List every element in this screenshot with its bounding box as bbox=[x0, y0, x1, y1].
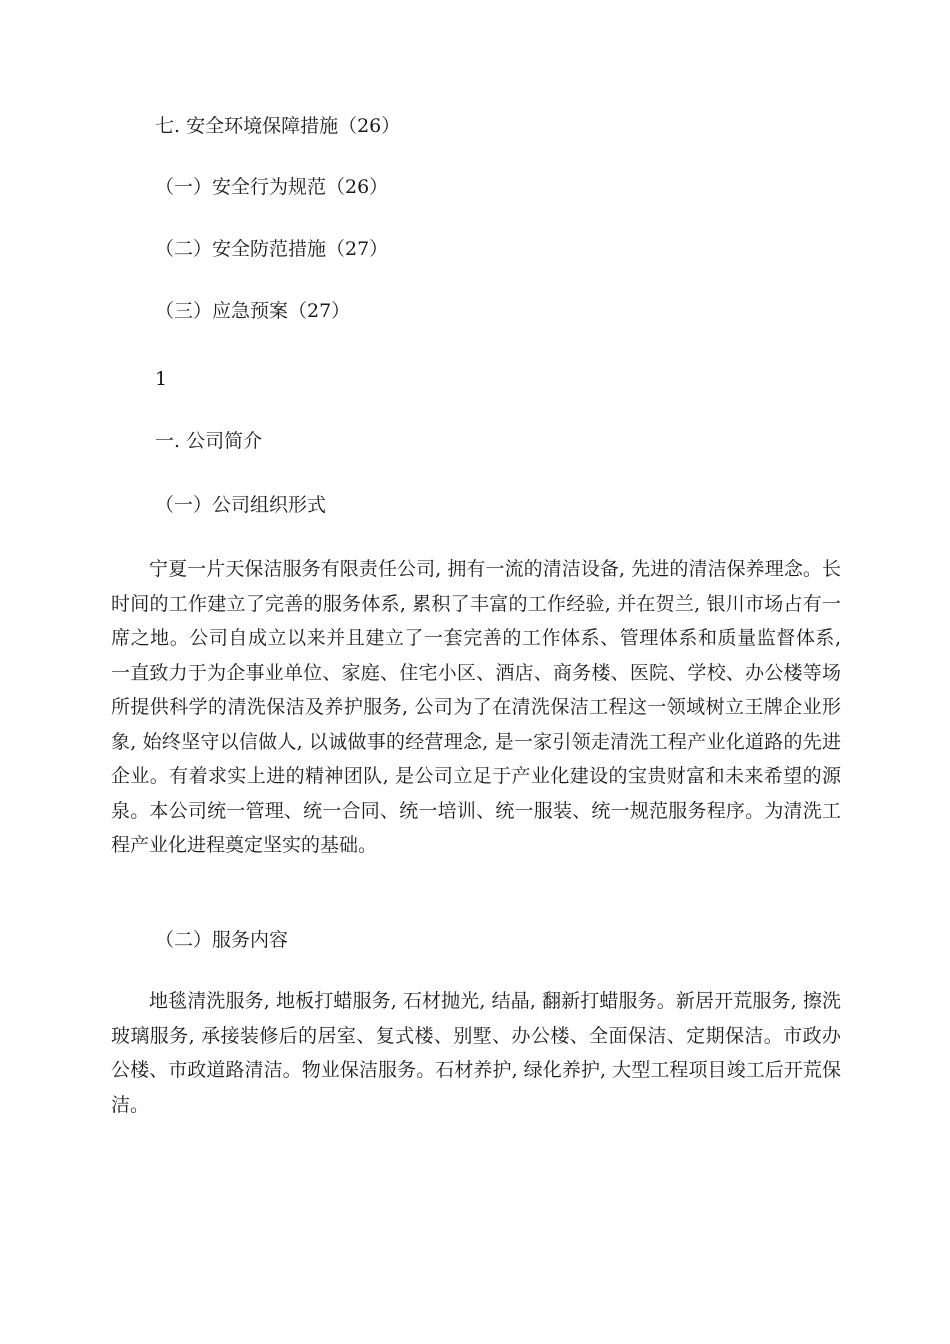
paragraph-organization: 宁夏一片天保洁服务有限责任公司, 拥有一流的清洁设备, 先进的清洁保养理念。长时间的工作建立了完善的服务体系, 累积了丰富的工作经验, 并在贺兰, 银川市场占有一席之地。公司自成立以来并且建立了一套完善的工作体系、管理体系和质量监督体系, 一直致力于为企事业单位、家庭、住宅小区、酒店、商务楼、医院、学校、办公楼等场所提供科学的清洗保洁及养护服务, 公司为了在清洗保洁工程这一领域树立王牌企业形象, 始终坚守以信做人, 以诚做事的经营理念, 是一家引领走清洗工程产业化道路的先进企业。有着求实上进的精神团队, 是公司立足于产业化建设的宝贵财富和未来希望的源泉。本公司统一管理、统一合同、统一培训、统一服装、统一规范服务程序。为清洗工程产业化进程奠定坚实的基础。 bbox=[111, 558, 841, 856]
toc-item-safety-conduct: （一）安全行为规范（26） bbox=[155, 176, 389, 198]
subsection-heading-organization: （一）公司组织形式 bbox=[155, 494, 327, 516]
section-heading-company-intro: 一. 公司简介 bbox=[155, 430, 263, 452]
subsection-heading-services: （二）服务内容 bbox=[155, 929, 289, 951]
paragraph-services: 地毯清洗服务, 地板打蜡服务, 石材抛光, 结晶, 翻新打蜡服务。新居开荒服务, 擦洗玻璃服务, 承接装修后的居室、复式楼、别墅、办公楼、全面保洁、定期保洁。市政办公楼、市政道路清洁。物业保洁服务。石材养护, 绿化养护, 大型工程项目竣工后开荒保洁。 bbox=[111, 990, 841, 1116]
toc-item-safety-prevention: （二）安全防范措施（27） bbox=[155, 238, 389, 260]
toc-item-emergency-plan: （三）应急预案（27） bbox=[155, 300, 351, 322]
toc-section-7: 七. 安全环境保障措施（26） bbox=[155, 115, 401, 137]
page-number: 1 bbox=[155, 368, 168, 390]
